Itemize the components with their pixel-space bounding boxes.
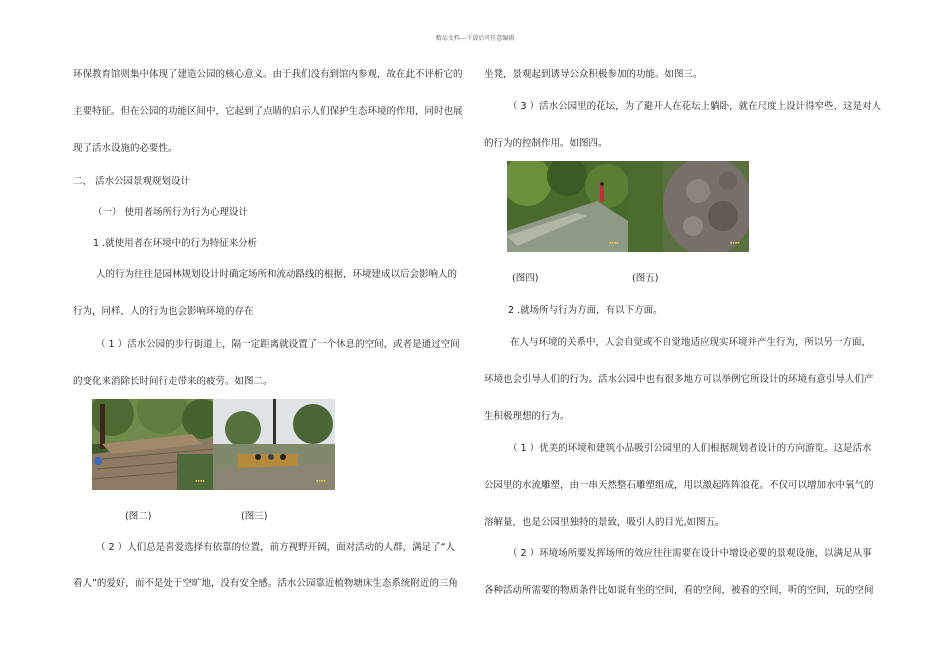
paragraph-line: （ 2 ）人们总是喜爱选择有依靠的位置，前方视野开阔，面对活动的人群，满足了“人 [96, 542, 456, 553]
photo-wooden-deck-icon [92, 399, 213, 490]
figure-2-photo [92, 399, 213, 490]
paragraph-line: 主要特征。但在公园的功能区间中，它起到了点睛的启示人们保护生态环境的作用，同时也展 [73, 106, 463, 117]
paragraph-line: 坐凳，景观起到诱导公众积极参加的功能。如图三。 [484, 69, 703, 80]
paragraph-line: 各种活动所需要的物质条件比如说有坐的空间，看的空间，被看的空间，听的空间，玩的空间 [484, 585, 874, 596]
paragraph-line: 人的行为往往是园林规划设计时确定场所和流动路线的根据，环境建成以后会影响人的 [96, 269, 458, 280]
page-header: 精品文档---下载后可任意编辑 [435, 35, 515, 42]
paragraph-line: （ 1 ）优美的环境和建筑小品吸引公园里的人们根据规划者设计的方向游览。这是活水 [508, 443, 872, 454]
paragraph-line: 的变化来消除长时间行走带来的疲劳。如图二。 [73, 376, 273, 387]
section-heading: 二、 活水公园景观规划设计 [73, 176, 191, 187]
subsection-heading: （一） 使用者场所行为行为心理设计 [93, 207, 249, 218]
figure-3-photo [213, 399, 335, 490]
photo-stamp: ▪▪▪▪ [730, 240, 740, 245]
photo-garden-path-icon [507, 161, 628, 252]
paragraph-line: 现了活水设施的必要性。 [73, 143, 178, 154]
paragraph-line: 生积极理想的行为。 [484, 411, 570, 422]
figure-3-caption: (图三) [241, 511, 268, 522]
figure-5-photo [628, 161, 749, 252]
photo-stamp: ▪▪▪▪ [609, 240, 619, 245]
paragraph-line: 公园里的水流雕塑，由一串天然整石雕塑组成，用以激起阵阵浪花。不仅可以增加水中氧气的 [484, 480, 874, 491]
photo-stamp: ▪▪▪▪ [316, 478, 326, 483]
figure-4-photo [507, 161, 628, 252]
photo-stamp: ▪▪▪▪ [195, 478, 205, 483]
subsection-heading: 1 .就使用者在环境中的行为特征来分析 [93, 238, 258, 249]
photo-stone-sculpture-icon [628, 161, 749, 252]
photo-bench-tree-icon [213, 399, 335, 490]
figure-4-caption: (图四) [512, 273, 539, 284]
paragraph-line: 的行为的控制作用。如图四。 [484, 138, 608, 149]
paragraph-line: 环境也会引导人们的行为。活水公园中也有很多地方可以举例它所设计的环境有意引导人们产 [484, 374, 874, 385]
figure-2-caption: (图二) [125, 511, 152, 522]
paragraph-line: 在人与环境的关系中，人会自觉或不自觉地适应现实环境并产生行为，所以另一方面， [510, 337, 872, 348]
paragraph-line: （ 1 ）活水公园的步行街道上，隔一定距离就设置了一个休息的空间，或者是通过空间 [96, 339, 460, 350]
figure-5-caption: (图五) [632, 273, 659, 284]
paragraph-line: 行为，同样，人的行为也会影响环境的存在 [73, 306, 254, 317]
subsection-heading: 2 .就场所与行为方面，有以下方面。 [508, 305, 663, 316]
paragraph-line: 看人”的爱好，而不是处于空旷地，没有安全感。活水公园靠近植物塘床生态系统附近的三角 [73, 578, 458, 589]
paragraph-line: （ 3 ）活水公园里的花坛，为了避开人在花坛上躺卧，就在尺度上设计得窄些，这是对人 [508, 101, 882, 112]
paragraph-line: （ 2 ）环境场所要发挥场所的效应往往需要在设计中增设必要的景观设施，以满足从事 [508, 548, 872, 559]
paragraph-line: 溶解量，也是公园里独特的景致，吸引人的目光,如图五。 [484, 517, 725, 528]
paragraph-line: 环保教育馆则集中体现了建造公园的核心意义。由于我们没有到馆内参观，故在此不评析它的 [73, 69, 463, 80]
